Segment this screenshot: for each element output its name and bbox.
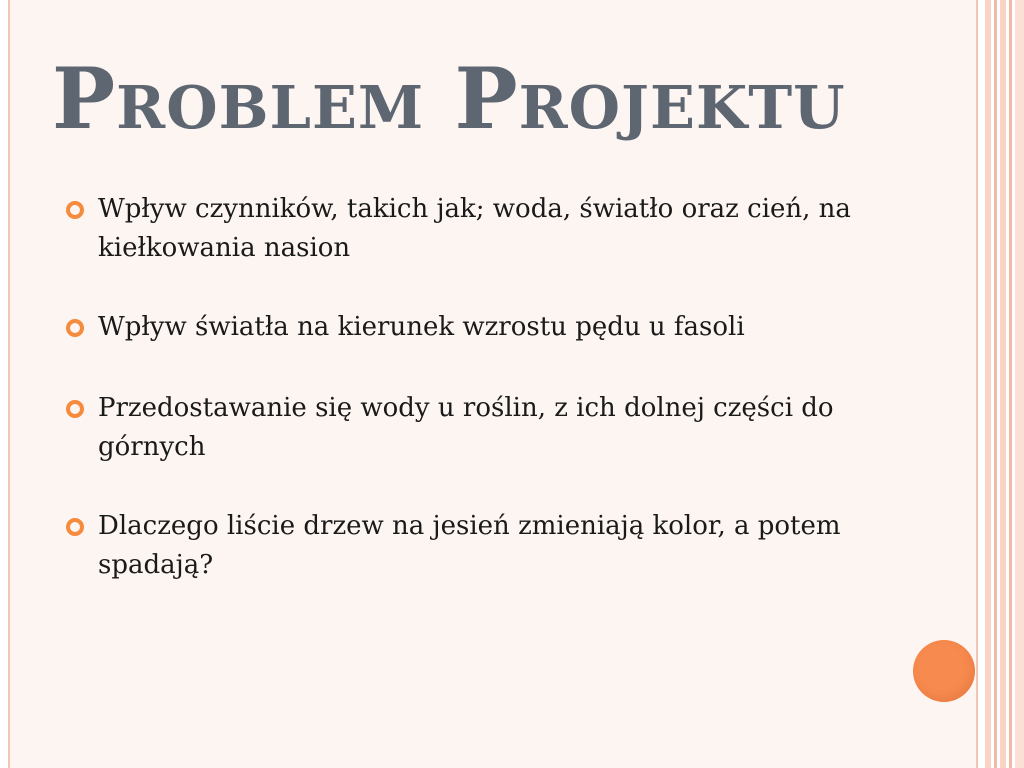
slide-title: Problem Projektu <box>52 49 846 148</box>
bullet-list <box>60 190 890 625</box>
bullet-icon <box>66 518 84 536</box>
border-stripe <box>1015 0 1024 768</box>
list-item <box>60 308 890 347</box>
list-item <box>60 507 890 585</box>
border-stripe <box>1000 0 1006 768</box>
border-stripe <box>1009 0 1012 768</box>
list-item-text: Wpływ czynników, takich jak; woda, światło oraz cień, na kiełkowania nasion <box>98 194 851 263</box>
list-item-text: Dlaczego liście drzew na jesień zmieniają kolor, a potem spadają? <box>98 511 841 580</box>
bullet-icon <box>66 400 84 418</box>
list-item-text: Wpływ światła na kierunek wzrostu pędu u fasoli <box>98 312 745 342</box>
list-item <box>60 389 890 467</box>
border-stripe <box>994 0 997 768</box>
bullet-icon <box>66 319 84 337</box>
list-item <box>60 190 890 268</box>
list-item-text: Przedostawanie się wody u roślin, z ich dolnej części do górnych <box>98 393 834 462</box>
bullet-icon <box>66 201 84 219</box>
decorative-circle <box>913 640 975 702</box>
border-stripe <box>985 0 991 768</box>
